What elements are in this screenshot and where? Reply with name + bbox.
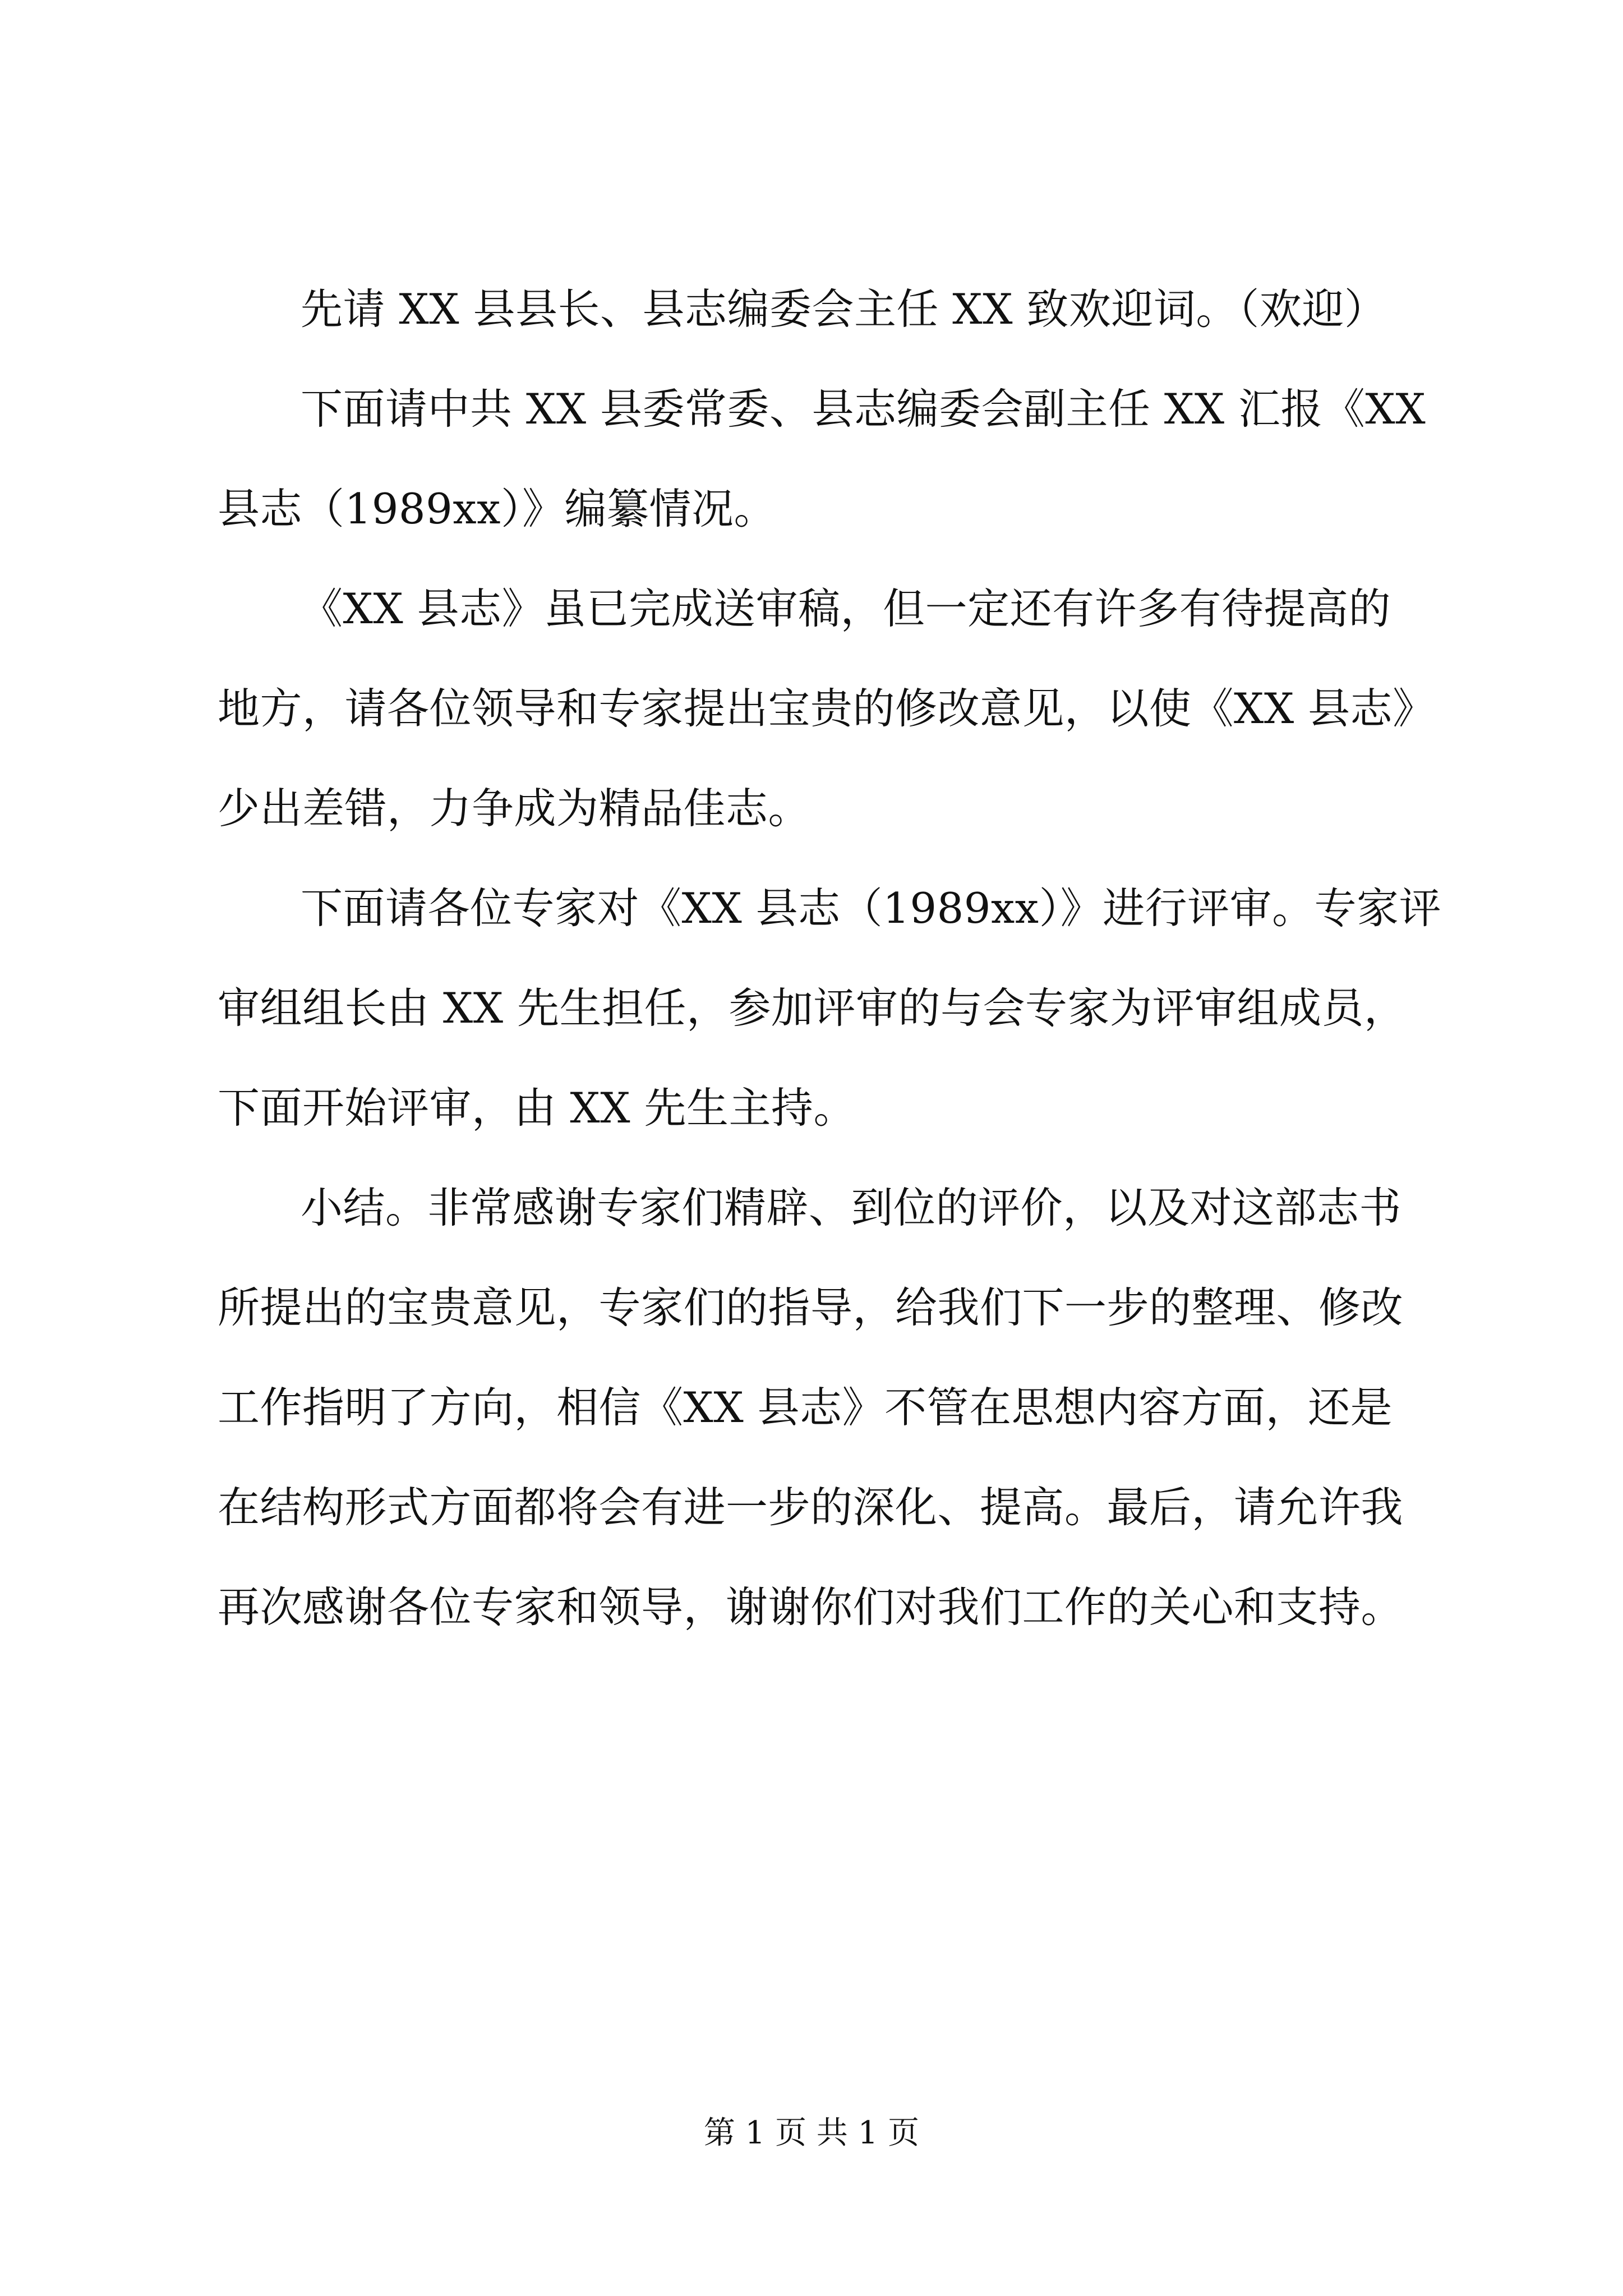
paragraph-5-line-1: 小结。非常感谢专家们精辟、到位的评价，以及对这部志书 xyxy=(301,1183,1402,1232)
paragraph-4-line-1: 下面请各位专家对《XX 县志（1989xx）》进行评审。专家评 xyxy=(301,884,1442,933)
paragraph-2-line-1: 下面请中共 XX 县委常委、县志编委会副主任 XX 汇报《XX xyxy=(301,384,1426,434)
paragraph-5-line-3: 工作指明了方向，相信《XX 县志》不管在思想内容方面，还是 xyxy=(218,1383,1393,1432)
paragraph-3-line-2: 地方，请各位领导和专家提出宝贵的修改意见，以使《XX 县志》 xyxy=(218,684,1435,733)
paragraph-2-line-2: 县志（1989xx）》编纂情况。 xyxy=(218,484,776,533)
paragraph-1-line-1: 先请 XX 县县长、县志编委会主任 XX 致欢迎词。（欢迎） xyxy=(301,284,1387,334)
paragraph-3-line-3: 少出差错，力争成为精品佳志。 xyxy=(218,784,811,833)
paragraph-3-line-1: 《XX 县志》虽已完成送审稿，但一定还有许多有待提高的 xyxy=(301,584,1391,633)
page-number-footer: 第 1 页 共 1 页 xyxy=(703,2115,920,2151)
paragraph-5-line-4: 在结构形式方面都将会有进一步的深化、提高。最后，请允许我 xyxy=(218,1483,1404,1532)
paragraph-5-line-2: 所提出的宝贵意见，专家们的指导，给我们下一步的整理、修改 xyxy=(218,1283,1404,1332)
paragraph-5-line-5: 再次感谢各位专家和领导，谢谢你们对我们工作的关心和支持。 xyxy=(218,1582,1404,1632)
paragraph-4-line-2: 审组组长由 XX 先生担任，参加评审的与会专家为评审组成员， xyxy=(218,983,1407,1033)
document-body xyxy=(218,259,1457,1657)
paragraph-4-line-3: 下面开始评审，由 XX 先生主持。 xyxy=(218,1083,856,1133)
